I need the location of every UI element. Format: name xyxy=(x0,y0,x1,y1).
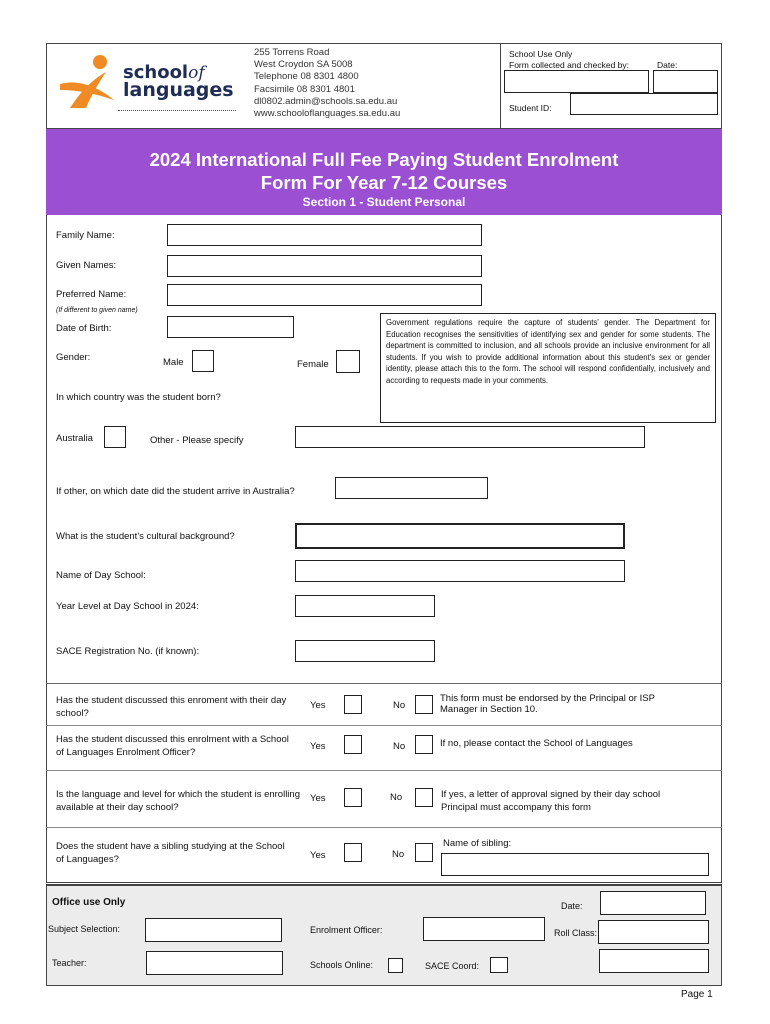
row-divider xyxy=(46,770,722,771)
student-id-input[interactable] xyxy=(570,93,718,115)
address-line: dl0802.admin@schools.sa.edu.au xyxy=(254,95,398,107)
office-date-label: Date: xyxy=(561,901,583,911)
q2-yes-label: Yes xyxy=(310,741,326,752)
form-collected-label: Form collected and checked by: xyxy=(509,60,630,70)
roll-class-input[interactable] xyxy=(598,920,709,944)
dob-label: Date of Birth: xyxy=(56,323,112,334)
row-divider xyxy=(46,827,722,828)
cultural-background-label: What is the student's cultural background? xyxy=(56,531,235,542)
day-school-input[interactable] xyxy=(295,560,625,582)
student-id-label: Student ID: xyxy=(509,103,552,113)
gender-label: Gender: xyxy=(56,352,91,363)
q1-no-label: No xyxy=(393,700,406,711)
row-divider xyxy=(46,725,722,726)
q3-no-checkbox[interactable] xyxy=(415,788,433,807)
year-level-input[interactable] xyxy=(295,595,435,617)
q2-no-checkbox[interactable] xyxy=(415,735,433,754)
school-name xyxy=(123,64,234,99)
preferred-name-note: (If different to given name) xyxy=(56,307,138,314)
sibling-name-input[interactable] xyxy=(441,853,709,876)
q2-yes-checkbox[interactable] xyxy=(344,735,362,754)
question-1: Has the student discussed this enroment with their day school? xyxy=(56,695,287,719)
roll-class-label: Roll Class: xyxy=(554,928,598,938)
logo-dotted-rule xyxy=(118,110,236,111)
header-date-label: Date: xyxy=(657,60,678,70)
q1-yes-label: Yes xyxy=(310,700,326,711)
header-date-input[interactable] xyxy=(653,70,718,93)
other-specify-label: Other - Please specify xyxy=(150,435,244,446)
q3-no-label: No xyxy=(390,792,403,803)
office-extra-input[interactable] xyxy=(599,949,709,973)
q4-note: Name of sibling: xyxy=(443,838,512,849)
section-heading: Section 1 - Student Personal xyxy=(302,195,466,209)
q3-note: If yes, a letter of approval signed by their day school Principal must accompany this form xyxy=(441,789,661,813)
arrival-date-input[interactable] xyxy=(335,477,488,499)
teacher-input[interactable] xyxy=(146,951,283,975)
cultural-background-input[interactable] xyxy=(295,523,625,549)
year-level-label: Year Level at Day School in 2024: xyxy=(56,601,199,612)
form-title-line1: 2024 International Full Fee Paying Student Enrolment xyxy=(149,149,619,170)
male-checkbox[interactable] xyxy=(192,350,214,372)
header-divider xyxy=(500,43,501,129)
arrival-date-label: If other, on which date did the student arrive in Australia? xyxy=(56,486,295,497)
given-names-label: Given Names: xyxy=(56,260,117,271)
family-name-label: Family Name: xyxy=(56,230,115,241)
q1-note: This form must be endorsed by the Principal or ISP Manager in Section 10. xyxy=(440,693,655,715)
country-born-label: In which country was the student born? xyxy=(56,392,221,403)
q1-yes-checkbox[interactable] xyxy=(344,695,362,714)
other-country-input[interactable] xyxy=(295,426,645,448)
family-name-input[interactable] xyxy=(167,224,482,246)
address-line: 255 Torrens Road xyxy=(254,47,330,58)
female-checkbox[interactable] xyxy=(336,350,360,373)
subject-selection-input[interactable] xyxy=(145,918,282,942)
question-4: Does the student have a sibling studying at the School of Languages? xyxy=(56,841,285,865)
form-title xyxy=(46,148,722,194)
office-date-input[interactable] xyxy=(600,891,706,915)
address-line: www.schooloflanguages.sa.edu.au xyxy=(254,108,401,120)
question-2: Has the student discussed this enrolment with a School of Languages Enrolment Officer? xyxy=(56,734,289,758)
q2-no-label: No xyxy=(393,741,406,752)
sace-coord-label: SACE Coord: xyxy=(425,961,480,971)
schools-online-checkbox[interactable] xyxy=(388,958,403,973)
given-names-input[interactable] xyxy=(167,255,482,277)
enrolment-officer-input[interactable] xyxy=(423,917,545,941)
australia-checkbox[interactable] xyxy=(104,426,126,448)
school-address xyxy=(254,47,400,120)
schools-online-label: Schools Online: xyxy=(310,960,374,970)
sace-coord-checkbox[interactable] xyxy=(490,957,508,973)
enrolment-officer-label: Enrolment Officer: xyxy=(310,925,383,935)
row-divider xyxy=(46,683,722,684)
teacher-label: Teacher: xyxy=(52,958,87,968)
school-name-line2: languages xyxy=(123,79,234,101)
page-number: Page 1 xyxy=(681,989,713,1000)
q4-no-label: No xyxy=(392,849,405,860)
q4-yes-label: Yes xyxy=(310,850,326,861)
school-name-of: of xyxy=(188,63,205,83)
q3-yes-checkbox[interactable] xyxy=(344,788,362,807)
preferred-name-label: Preferred Name: xyxy=(56,289,127,300)
australia-label: Australia xyxy=(56,433,93,444)
gender-info-text: Government regulations require the capture of students' gender. The Department for Education recognises the sensitivities of identifying sex and gender for some students. The department is committed to inclusion, and all schools provide an inclusive environment for all students. If you wish to provide additional information about this student's sex or gender identity, please attach this to the form. The school will respond confidentially, inclusively and according to requests made in your comments. xyxy=(386,318,710,385)
subject-selection-label: Subject Selection: xyxy=(48,924,121,934)
q1-no-checkbox[interactable] xyxy=(415,695,433,714)
address-line: Telephone 08 8301 4800 xyxy=(254,71,359,83)
school-name-line1: school xyxy=(123,62,189,83)
question-3: Is the language and level for which the student is enrolling available at their day school? xyxy=(56,789,300,813)
day-school-label: Name of Day School: xyxy=(56,570,146,581)
form-title-line2: Form For Year 7-12 Courses xyxy=(260,172,508,193)
preferred-name-input[interactable] xyxy=(167,284,482,306)
address-line: West Croydon SA 5008 xyxy=(254,59,353,71)
q4-no-checkbox[interactable] xyxy=(415,843,433,862)
q4-yes-checkbox[interactable] xyxy=(344,843,362,862)
female-label: Female xyxy=(297,359,329,370)
q3-yes-label: Yes xyxy=(310,793,326,804)
office-use-title: Office use Only xyxy=(52,897,126,908)
form-collected-input[interactable] xyxy=(504,70,649,93)
q2-note: If no, please contact the School of Languages xyxy=(440,738,633,749)
sace-no-label: SACE Registration No. (if known): xyxy=(56,646,200,657)
dob-input[interactable] xyxy=(167,316,294,338)
address-line: Facsimile 08 8301 4801 xyxy=(254,83,355,95)
gender-info-note xyxy=(380,313,716,423)
school-use-title: School Use Only xyxy=(509,49,573,59)
sace-no-input[interactable] xyxy=(295,640,435,662)
male-label: Male xyxy=(163,357,184,368)
